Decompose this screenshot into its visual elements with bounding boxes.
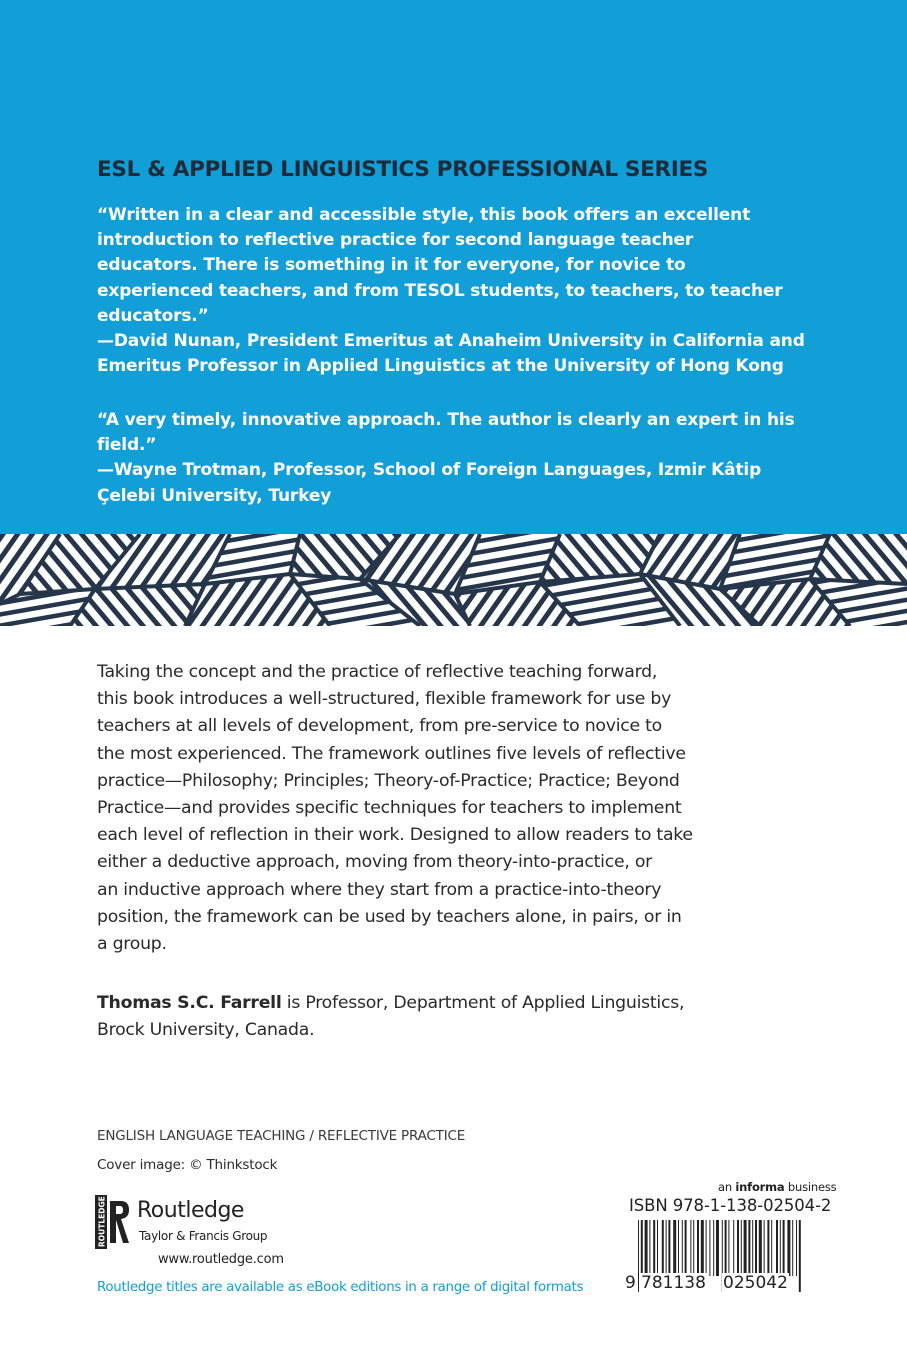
quote-line: “A very timely, innovative approach. The author is clearly an expert in his	[97, 410, 795, 430]
publisher-website: www.routledge.com	[158, 1252, 284, 1267]
description-line: each level of reflection in their work. Designed to allow readers to take	[97, 825, 693, 846]
book-description	[97, 659, 777, 958]
quote-line: educators.”	[97, 305, 209, 326]
subject-category: ENGLISH LANGUAGE TEACHING / REFLECTIVE PRACTICE	[97, 1128, 466, 1144]
author-bio-line	[97, 990, 777, 1017]
quote-attribution: —Wayne Trotman, Professor, School of Foreign Languages, Izmir Kâtip	[97, 460, 762, 481]
routledge-logo-icon	[95, 1195, 131, 1249]
informa-tagline	[718, 1180, 836, 1194]
geometric-pattern	[0, 534, 907, 626]
quote-line: “Written in a clear and accessible style, this book offers an excellent	[97, 205, 751, 225]
barcode-digits	[624, 1273, 814, 1299]
quote-attribution: —David Nunan, President Emeritus at Anaheim University in California and	[97, 331, 805, 352]
publisher-name: Routledge	[137, 1198, 244, 1223]
quote-line: introduction to reflective practice for second language teacher	[97, 230, 694, 251]
description-line: teachers at all levels of development, from pre-service to novice to	[97, 716, 662, 737]
description-line: either a deductive approach, moving from theory-into-practice, or	[97, 852, 652, 873]
decorative-pattern-band	[0, 534, 907, 626]
quote-panel	[0, 0, 907, 534]
description-line: a group.	[97, 934, 167, 955]
description-line: Practice—and provides specific techniques for teachers to implement	[97, 798, 682, 819]
description-line: the most experienced. The framework outlines five levels of reflective	[97, 743, 686, 764]
endorsement-quote-2	[97, 408, 795, 509]
author-name: Thomas S.C. Farrell	[97, 993, 282, 1013]
author-bio	[97, 990, 777, 1044]
isbn-number: ISBN 978-1-138-02504-2	[629, 1196, 832, 1215]
quote-line: educators. There is something in it for everyone, for novice to	[97, 255, 686, 276]
barcode-digits-right: 025042	[723, 1273, 788, 1293]
author-bio-line: Brock University, Canada.	[97, 1020, 315, 1041]
description-line: position, the framework can be used by teachers alone, in pairs, or in	[97, 906, 682, 927]
series-title: ESL & APPLIED LINGUISTICS PROFESSIONAL SERIES	[97, 157, 709, 182]
publisher-subtitle: Taylor & Francis Group	[139, 1229, 268, 1243]
description-line: this book introduces a well-structured, flexible framework for use by	[97, 689, 672, 710]
logo-vertical-text: ROUTLEDGE	[97, 1196, 107, 1247]
barcode-digit-first: 9	[625, 1273, 636, 1293]
endorsement-quote-1	[97, 203, 805, 379]
barcode-digits-left: 781138	[641, 1273, 706, 1293]
quote-line: experienced teachers, and from TESOL students, to teachers, to teacher	[97, 280, 783, 301]
author-affiliation: is Professor, Department of Applied Linguistics,	[281, 993, 685, 1013]
informa-suffix: business	[784, 1180, 837, 1194]
description-line: practice—Philosophy; Principles; Theory-of-Practice; Practice; Beyond	[97, 770, 680, 791]
cover-credit: Cover image: © Thinkstock	[97, 1157, 278, 1173]
informa-brand: informa	[735, 1180, 785, 1194]
ebook-availability-note: Routledge titles are available as eBook editions in a range of digital formats	[97, 1280, 584, 1295]
quote-attribution: Çelebi University, Turkey	[97, 485, 332, 506]
quote-attribution: Emeritus Professor in Applied Linguistics at the University of Hong Kong	[97, 356, 784, 377]
description-line: an inductive approach where they start from a practice-into-theory	[97, 879, 662, 900]
quote-line: field.”	[97, 435, 157, 456]
informa-prefix: an	[718, 1180, 736, 1194]
description-line: Taking the concept and the practice of reflective teaching forward,	[97, 662, 658, 682]
